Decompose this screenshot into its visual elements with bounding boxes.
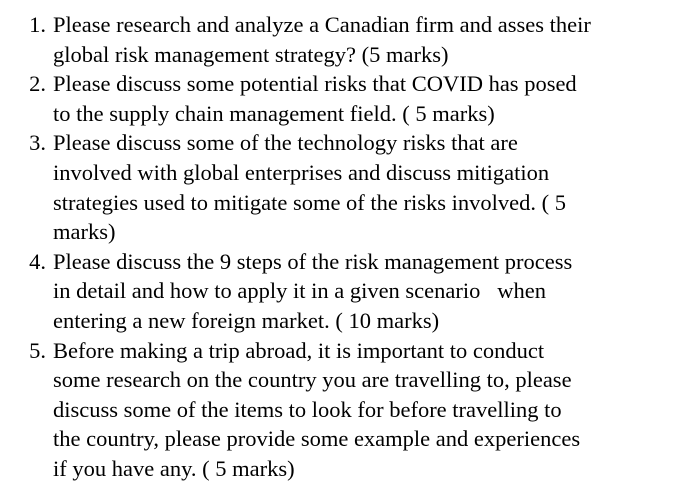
question-4: [0, 247, 700, 336]
question-line: marks): [53, 219, 116, 245]
question-3: [0, 128, 700, 246]
question-line: Please research and analyze a Canadian firm and asses their: [53, 12, 591, 37]
question-line: Please discuss some of the technology risks that are: [53, 130, 518, 156]
question-2: [0, 69, 700, 128]
question-number: 1.: [29, 12, 46, 37]
question-line: to the supply chain management field. ( 5 marks): [53, 100, 495, 126]
question-number: 3.: [29, 130, 46, 156]
question-text: [53, 10, 700, 69]
question-line: entering a new foreign market. ( 10 marks): [53, 307, 440, 333]
question-line: Please discuss the 9 steps of the risk management process: [53, 248, 573, 274]
question-line: in detail and how to apply it in a given scenario when: [53, 278, 547, 304]
question-5: [0, 336, 700, 484]
question-text: [53, 336, 700, 484]
question-line: if you have any. ( 5 marks): [53, 455, 295, 481]
question-line: strategies used to mitigate some of the risks involved. ( 5: [53, 189, 567, 215]
question-1: [0, 10, 700, 69]
question-line: discuss some of the items to look for before travelling to: [53, 396, 562, 422]
question-line: involved with global enterprises and discuss mitigation: [53, 159, 550, 185]
question-number: 5.: [29, 337, 46, 363]
question-text: [53, 247, 700, 336]
question-number: 4.: [29, 248, 46, 274]
question-line: Before making a trip abroad, it is important to conduct: [53, 337, 545, 363]
question-line: Please discuss some potential risks that COVID has posed: [53, 71, 577, 97]
question-line: some research on the country you are travelling to, please: [53, 367, 572, 393]
question-line: global risk management strategy? (5 marks): [53, 41, 449, 67]
question-text: [53, 128, 700, 246]
question-line: the country, please provide some example and experiences: [53, 426, 581, 452]
question-list: [0, 10, 700, 484]
question-number: 2.: [29, 71, 46, 97]
question-text: [53, 69, 700, 128]
